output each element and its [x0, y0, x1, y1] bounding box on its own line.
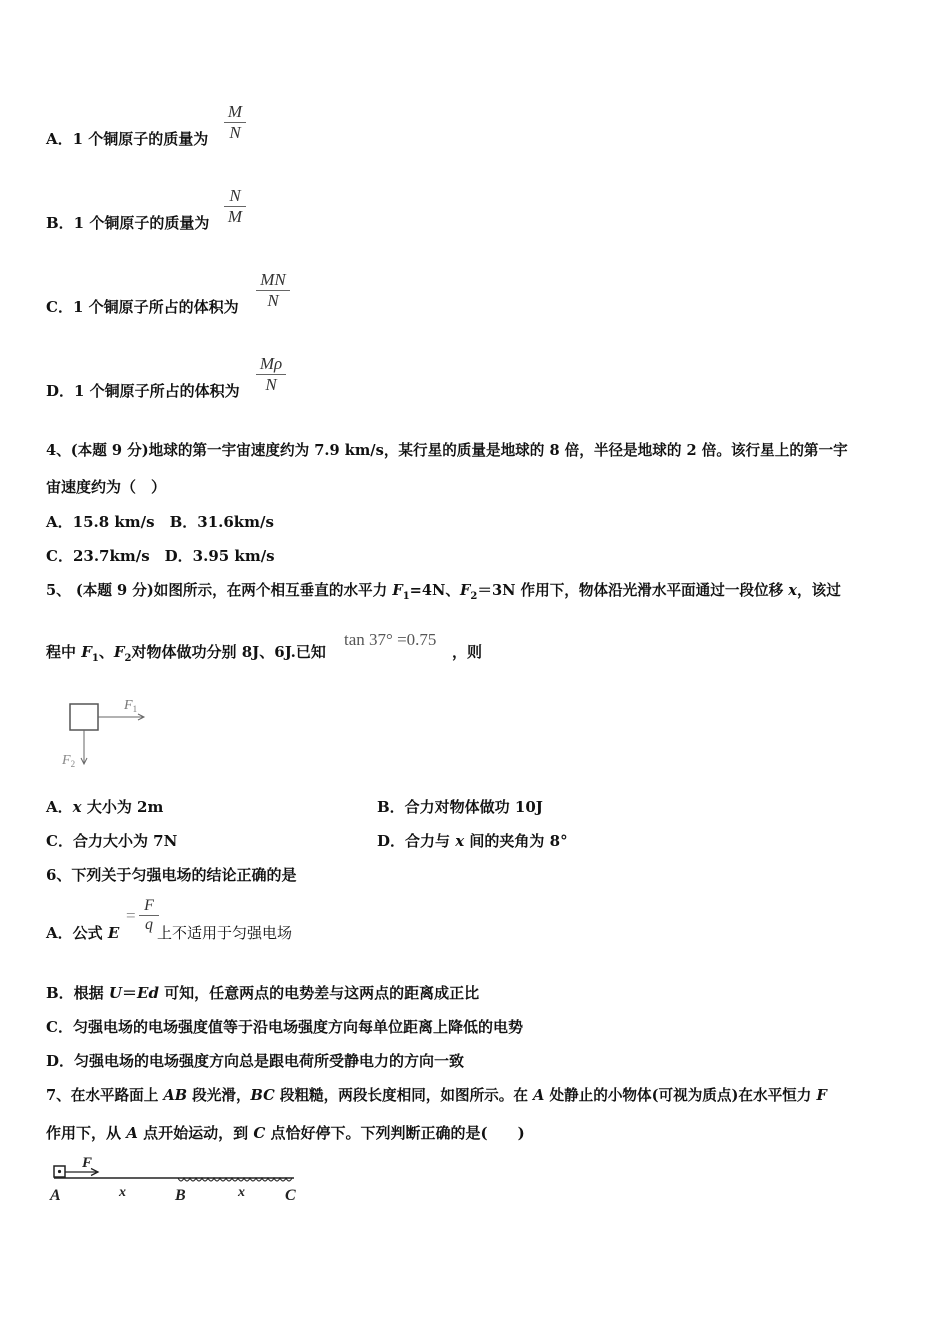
text: 程中 [46, 643, 82, 661]
bc-length-label: x [238, 1185, 245, 1200]
fraction-denominator: M [227, 207, 243, 226]
text: 对物体做功分别 8J、6J.已知 [131, 643, 326, 661]
q6-stem: 6、下列关于匀强电场的结论正确的是 [46, 866, 297, 884]
ab-symbol: AB [163, 1087, 188, 1104]
object-dot [58, 1170, 61, 1173]
q3-option-b [46, 212, 209, 233]
text: B．根据 [46, 984, 109, 1002]
q5-option-c: C．合力大小为 7N [46, 832, 178, 850]
fraction-numerator: MN [260, 270, 286, 289]
q6-option-a-fraction [139, 897, 159, 934]
q5-stem-line-1 [46, 579, 841, 602]
text: ＝ [122, 984, 138, 1002]
c-symbol: C [253, 1124, 266, 1142]
subscript: 1 [402, 590, 410, 602]
q4-stem-line-2: 宙速度约为（ ） [46, 478, 167, 496]
text: 可知，任意两点的电势差与这两点的距离成正比 [158, 984, 480, 1002]
text: =4N、 [409, 582, 460, 599]
q3-option-d-fraction [256, 354, 286, 395]
q4-options-cd: C．23.7km/s D．3.95 km/s [46, 547, 275, 565]
q6-option-a [46, 922, 119, 943]
f1-symbol: F [392, 582, 403, 599]
q6-equals-sign: = [126, 906, 136, 925]
q3-option-a-fraction [224, 102, 246, 143]
text: 段光滑， [187, 1087, 251, 1104]
q3-option-c-label: C．1 个铜原子所占的体积为 [46, 298, 239, 316]
text: ＝3N 作用下，物体沿光滑水平面通过一段位移 [477, 582, 789, 599]
text: 间的夹角为 8° [464, 832, 568, 850]
q7-stem-line-1 [46, 1084, 827, 1105]
f1-symbol: F [81, 643, 92, 661]
f2-symbol: F [460, 582, 471, 599]
text: 5、 (本题 9 分)如图所示，在两个相互垂直的水平力 [46, 582, 393, 599]
q5-stem-line-2 [46, 641, 326, 664]
f-label: F [82, 1155, 93, 1171]
q5-option-a [46, 796, 163, 817]
q5-stem-end: ，则 [452, 643, 483, 661]
point-a-label: A [50, 1187, 61, 1204]
q4-stem-line-1: 4、(本题 9 分)地球的第一宇宙速度约为 7.9 km/s，某行星的质量是地球的 8 倍，半径是地球的 2 倍。该行星上的第一宇 [46, 442, 848, 459]
q3-option-c-fraction [256, 270, 290, 311]
text: 、 [98, 643, 114, 661]
q5-tan-formula: tan 37° =0.75 [344, 630, 437, 649]
q3-option-b-fraction [224, 186, 246, 227]
fraction-denominator: N [267, 291, 279, 310]
q6-option-c: C．匀强电场的电场强度值等于沿电场强度方向每单位距离上降低的电势 [46, 1018, 523, 1036]
text: ，该过 [797, 582, 841, 599]
q3-option-b-label: B．1 个铜原子的质量为 [46, 214, 210, 232]
q6-option-d: D．匀强电场的电场强度方向总是跟电荷所受静电力的方向一致 [46, 1052, 465, 1070]
q6-option-b [46, 982, 479, 1003]
subscript: 2 [124, 653, 132, 664]
text: 处静止的小物体(可视为质点)在水平恒力 [544, 1087, 817, 1104]
bc-symbol: BC [250, 1087, 275, 1104]
text: 作用下，从 [46, 1124, 127, 1142]
text: A． [46, 798, 73, 816]
ed-symbol: Ed [137, 984, 159, 1002]
fraction-numerator: N [229, 186, 241, 205]
block [70, 704, 98, 730]
text: 点恰好停下。下列判断正确的是( ) [265, 1124, 525, 1142]
ab-length-label: x [119, 1185, 126, 1200]
fraction-denominator: q [145, 916, 153, 933]
q5-option-d [377, 830, 568, 851]
fraction-denominator: N [265, 375, 277, 394]
q7-stem-line-2 [46, 1122, 525, 1143]
f-symbol: F [816, 1087, 827, 1104]
q6-option-a-end: 上不适用于匀强电场 [157, 924, 293, 942]
a-symbol: A [126, 1124, 138, 1142]
fraction-numerator: M [227, 102, 243, 121]
q7-road-diagram [46, 1150, 316, 1210]
q3-option-c [46, 296, 239, 317]
u-symbol: U [108, 984, 122, 1002]
text: 7、在水平路面上 [46, 1087, 164, 1104]
q3-option-d [46, 380, 240, 401]
point-b-label: B [175, 1187, 186, 1204]
f2-symbol: F [113, 643, 125, 661]
text: 段粗糙，两段长度相同，如图所示。在 [274, 1087, 534, 1104]
x-symbol: x [72, 798, 82, 816]
text: 点开始运动，到 [137, 1124, 254, 1142]
f1-label: $F_1$ [124, 698, 138, 714]
point-c-label: C [285, 1187, 296, 1204]
q3-option-d-label: D．1 个铜原子所占的体积为 [46, 382, 240, 400]
fraction-denominator: N [229, 123, 241, 142]
subscript: 1 [91, 653, 99, 664]
f2-label: $F_2$ [62, 753, 76, 769]
e-symbol: E [107, 924, 120, 942]
q5-option-b: B．合力对物体做功 10J [377, 798, 543, 816]
text: 大小为 2m [81, 798, 164, 816]
fraction-numerator: F [144, 897, 154, 914]
q3-option-a [46, 128, 208, 149]
text: D．合力与 [377, 832, 456, 850]
subscript: 2 [470, 590, 478, 602]
text: A．公式 [46, 924, 108, 942]
q5-force-diagram [56, 690, 156, 770]
x-symbol: x [455, 832, 465, 850]
q4-options-ab: A．15.8 km/s B．31.6km/s [46, 513, 274, 531]
fraction-numerator: Mρ [259, 354, 283, 373]
q3-option-a-label: A．1 个铜原子的质量为 [46, 130, 209, 148]
x-symbol: x [788, 582, 797, 599]
a-symbol: A [533, 1087, 545, 1104]
